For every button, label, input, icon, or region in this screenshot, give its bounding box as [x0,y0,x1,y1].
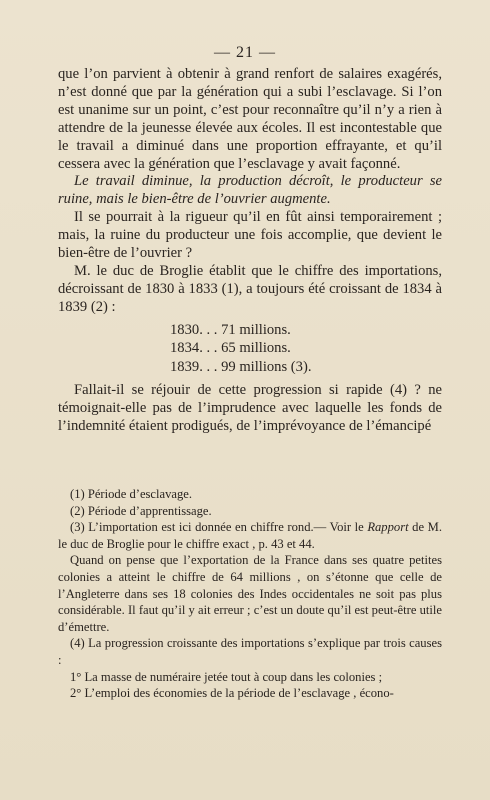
rapport-title: Rapport [367,520,409,535]
footnote-4: (4) La progression croissante des importations s’explique par trois causes : [58,636,442,667]
paragraph-4: Fallait-il se réjouir de cette progression si rapide (4) ? ne témoignait-elle pas de l’imprudence avec laquelle les fonds de l’indemnité étaient prodigués, de l’imprévoyance de l’émancipé [58,382,442,434]
figure-line: 1839. . . 99 millions (3). [170,358,312,375]
footnote-3-comment: Quand on pense que l’exportation de la France dans ses quatre petites colonies a atteint le chiffre de 64 millions , on s’étonne que celle de l’Angleterre dans ses 18 colonies des Indes occidentales ne soit pas plus considérable. Il faut qu’il y ait erreur ; c’est un doute qu’il est peut-être utile d’émettre. [58,553,442,634]
footnote-3-text: (3) L’importation est ici donnée en chiffre rond.— Voir le [70,520,368,535]
figure-line: 1834. . . 65 millions. [170,340,291,357]
footnotes [58,486,442,702]
footnote-3 [58,519,442,552]
paragraph-2: Il se pourrait à la rigueur qu’il en fût ainsi temporairement ; mais, la ruine du producteur une fois accomplie, que devient le bien-être de l’ouvrier ? [58,209,442,262]
page-number: — 21 — [214,44,276,61]
footnote-4-cause-1: 1° La masse de numéraire jetée tout à coup dans les colonies ; [70,669,383,684]
footnote-2: (2) Période d’apprentissage. [70,503,212,518]
footnote-3-rest: de M. le duc de Broglie pour le chiffre exact , p. 43 et 44. [58,520,442,551]
import-figures [58,321,442,377]
figure-line: 1830. . . 71 millions. [170,321,291,338]
paragraph-1: que l’on parvient à obtenir à grand renfort de salaires exagérés, n’est donné que par la génération qui a subi l’esclavage. Si l’on est unanime sur un point, c’est pour reconnaître qu’il n’y a rien à attendre de la jeunesse élevée aux écoles. Il est incontestable que le travail a diminué dans une proportion effrayante, et qu’il cessera avec la génération que l’esclavage y avait façonné. [58,66,442,172]
paragraph-3: M. le duc de Broglie établit que le chiffre des importations, décroissant de 1830 à 1833 (1), a toujours été croissant de 1834 à 1839 (2) : [58,262,442,315]
footnote-4-cause-2: 2° L’emploi des économies de la période de l’esclavage , écono- [70,686,394,701]
main-text [58,66,442,436]
quoted-statement: Le travail diminue, la production décroît, le producteur se ruine, mais le bien-être de l’ouvrier augmente. [58,173,442,208]
footnote-1: (1) Période d’esclavage. [70,487,193,501]
